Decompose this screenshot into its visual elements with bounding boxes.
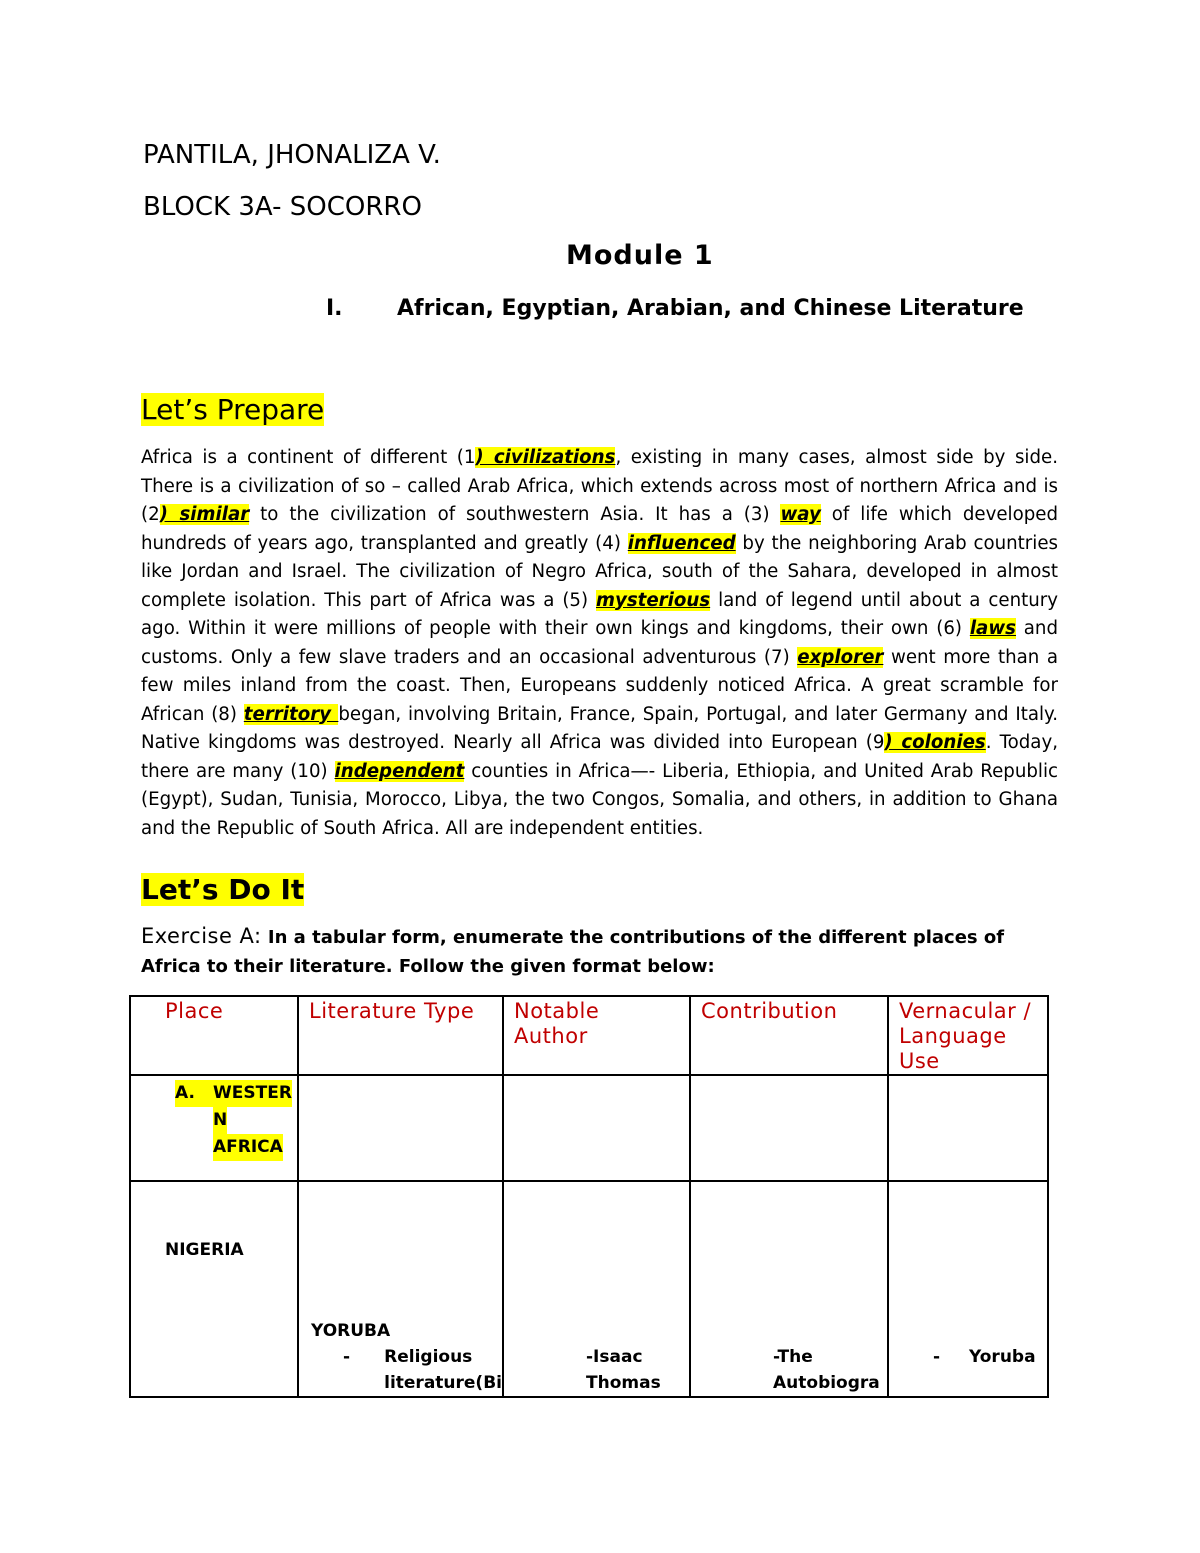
literature-type-cell	[298, 1181, 503, 1397]
text-run: . Today, there are many (10)	[141, 732, 1058, 782]
header-cell-place	[130, 996, 298, 1075]
answer-2: ) similar	[159, 504, 250, 525]
header-cell-author	[503, 996, 690, 1075]
bullet-dash: -	[343, 1347, 351, 1367]
header-contribution: Contribution	[701, 999, 838, 1023]
text-run: counties in Africa—- Liberia, Ethiopia, and United Arab Republic (Egypt), Sudan, Tunisia, Morocco, Libya, the two Congos, Somalia, and others, in addition to Ghana and the Republic of South Africa. All are independent entities.	[141, 760, 1059, 839]
list-letter: A.	[175, 1080, 213, 1107]
header-literature-type: Literature Type	[309, 999, 475, 1023]
contribution-cell	[690, 1181, 888, 1397]
answer-1: ) civilizations	[475, 447, 616, 468]
text-run: Africa is a continent of different (1	[141, 447, 476, 468]
exercise-instructions	[141, 922, 1058, 981]
text-run: of life which developed hundreds of years ago, transplanted and greatly (4)	[141, 504, 1058, 554]
answer-5: mysterious	[596, 589, 711, 611]
place-cell	[130, 1075, 298, 1181]
header-place: Place	[165, 999, 224, 1023]
author-line: -Isaac	[586, 1347, 643, 1367]
place-line: N	[213, 1107, 227, 1134]
header-notable-author: Notable Author	[514, 999, 600, 1048]
place-cell	[130, 1181, 298, 1397]
answer-3: way	[780, 504, 821, 525]
answer-10: independent	[334, 760, 465, 782]
module-title: Module 1	[566, 240, 714, 271]
text-run: land of legend until about a century ago. Within it were millions of people with their own kings and kingdoms, their own (6)	[141, 589, 1058, 639]
student-name: PANTILA, JHONALIZA V.	[143, 140, 441, 170]
text-run: , existing in many cases, almost side by side. There is a civilization of so – called Arab Africa, which extends across most of northern Africa and is (2	[141, 447, 1058, 525]
empty-cell	[503, 1075, 690, 1181]
lets-do-it-heading: Let’s Do It	[141, 873, 305, 906]
contribution-line: Autobiogra	[773, 1373, 880, 1393]
author-cell	[503, 1181, 690, 1397]
table-header-row	[130, 996, 1048, 1075]
western-africa-label	[175, 1080, 297, 1161]
place-line: AFRICA	[213, 1134, 283, 1161]
contribution-line: -The	[773, 1347, 813, 1367]
bullet-dash: -	[933, 1347, 941, 1367]
place-line: WESTER	[213, 1080, 292, 1107]
student-block: BLOCK 3A- SOCORRO	[143, 192, 422, 222]
table-row	[130, 1181, 1048, 1397]
place-nigeria: NIGERIA	[165, 1240, 244, 1260]
section-number: I.	[326, 296, 343, 321]
answer-4: influenced	[627, 532, 736, 554]
answer-8: territory	[243, 703, 339, 725]
header-vernacular: Vernacular / Language Use	[899, 999, 1032, 1073]
text-run: went more than a few miles inland from the coast. Then, Europeans suddenly noticed Africa. A great scramble for African (8)	[141, 646, 1058, 725]
table-row	[130, 1075, 1048, 1181]
header-cell-vernacular	[888, 996, 1048, 1075]
literature-item: literature(Bi	[384, 1373, 502, 1393]
lets-prepare-heading: Let’s Prepare	[141, 393, 325, 426]
header-cell-literature	[298, 996, 503, 1075]
text-run: began, involving Britain, France, Spain, Portugal, and later Germany and Italy. Native kingdoms was destroyed. Nearly all Africa was divided into European (9	[141, 703, 1058, 753]
header-cell-contribution	[690, 996, 888, 1075]
section-title: African, Egyptian, Arabian, and Chinese Literature	[397, 296, 1024, 321]
answer-9: ) colonies	[884, 732, 986, 753]
literature-item: Religious	[384, 1347, 473, 1367]
vernacular-cell	[888, 1181, 1048, 1397]
empty-cell	[690, 1075, 888, 1181]
text-run: by the neighboring Arab countries like Jordan and Israel. The civilization of Negro Africa, south of the Sahara, developed in almost complete isolation. This part of Africa was a (5)	[141, 532, 1058, 611]
prepare-paragraph	[141, 444, 1058, 843]
exercise-label: Exercise A:	[141, 924, 262, 948]
answer-7: explorer	[797, 646, 884, 668]
author-line: Thomas	[586, 1373, 661, 1393]
vernacular-value: Yoruba	[969, 1347, 1036, 1367]
answer-6: laws	[969, 618, 1016, 639]
literature-heading: YORUBA	[311, 1321, 391, 1341]
empty-cell	[888, 1075, 1048, 1181]
empty-cell	[298, 1075, 503, 1181]
contributions-table	[129, 995, 1049, 1398]
exercise-text: In a tabular form, enumerate the contributions of the different places of Africa to their literature. Follow the given format below:	[141, 927, 1005, 977]
text-run: and customs. Only a few slave traders and an occasional adventurous (7)	[141, 618, 1059, 668]
text-run: to the civilization of southwestern Asia. It has a (3)	[249, 504, 781, 525]
